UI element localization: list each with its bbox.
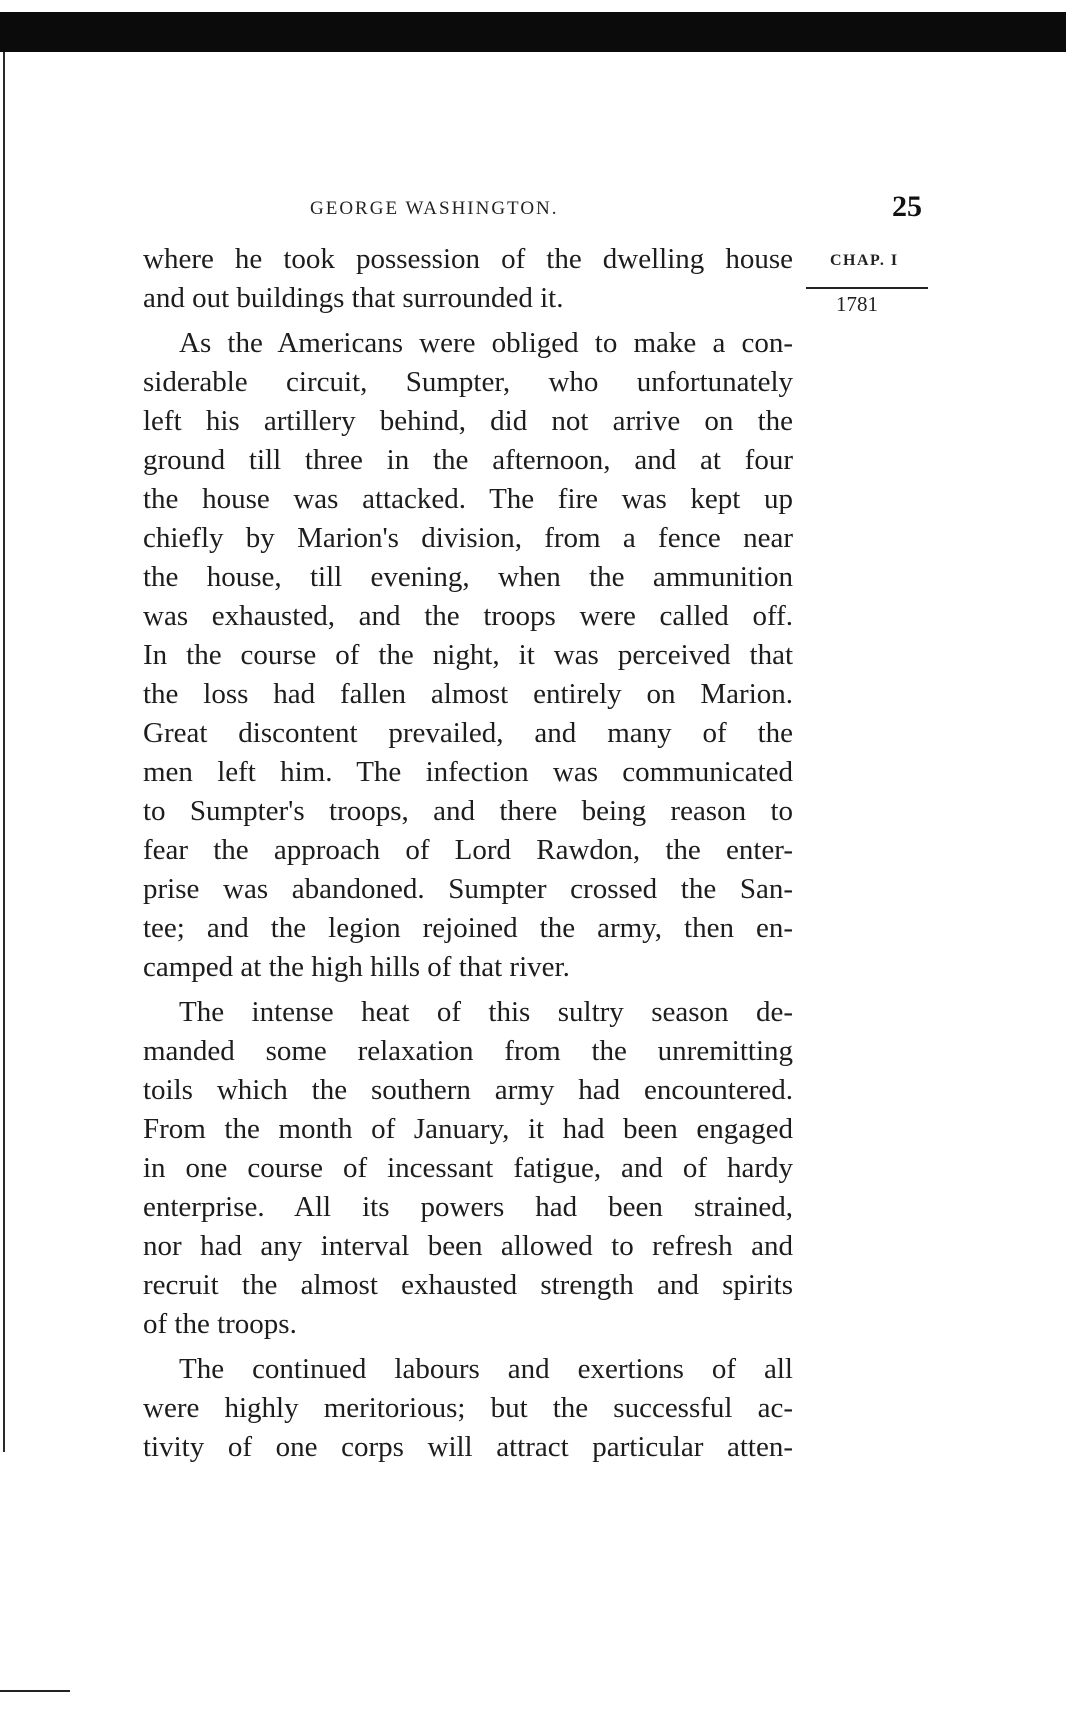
text-line: Great discontent prevailed, and many of the <box>143 717 793 749</box>
text-line: ground till three in the afternoon, and at four <box>143 444 793 476</box>
text-line: toils which the southern army had encountered. <box>143 1074 793 1106</box>
text-line: the house, till evening, when the ammunition <box>143 561 793 593</box>
text-line: As the Americans were obliged to make a con- <box>179 327 793 359</box>
paragraph <box>143 993 793 1344</box>
page-number: 25 <box>892 190 922 223</box>
paragraph <box>143 1350 793 1467</box>
paragraph <box>143 240 793 318</box>
text-line: chiefly by Marion's division, from a fence near <box>143 522 793 554</box>
margin-rule <box>806 287 928 289</box>
text-line: tivity of one corps will attract particular atten- <box>143 1431 793 1463</box>
text-line: From the month of January, it had been engaged <box>143 1113 793 1145</box>
margin-year: 1781 <box>836 292 878 316</box>
text-line: manded some relaxation from the unremitting <box>143 1035 793 1067</box>
text-line: fear the approach of Lord Rawdon, the enter- <box>143 834 793 866</box>
text-line: prise was abandoned. Sumpter crossed the San- <box>143 873 793 905</box>
margin-chapter-label: CHAP. I <box>830 252 899 269</box>
text-line: tee; and the legion rejoined the army, then en- <box>143 912 793 944</box>
text-line: enterprise. All its powers had been strained, <box>143 1191 793 1223</box>
text-line: The continued labours and exertions of all <box>179 1353 793 1385</box>
text-line: siderable circuit, Sumpter, who unfortunately <box>143 366 793 398</box>
scan-left-edge <box>3 52 5 1452</box>
text-line: men left him. The infection was communicated <box>143 756 793 788</box>
text-line: left his artillery behind, did not arrive on the <box>143 405 793 437</box>
scan-top-border <box>0 12 1066 52</box>
paragraph <box>143 324 793 987</box>
text-line: where he took possession of the dwelling house <box>143 243 793 275</box>
text-line: and out buildings that surrounded it. <box>143 282 564 314</box>
text-line: were highly meritorious; but the successful ac- <box>143 1392 793 1424</box>
text-line: the house was attacked. The fire was kept up <box>143 483 793 515</box>
running-title: GEORGE WASHINGTON. <box>310 198 559 219</box>
text-line: the loss had fallen almost entirely on Marion. <box>143 678 793 710</box>
scan-bottom-mark <box>0 1690 70 1692</box>
text-line: in one course of incessant fatigue, and of hardy <box>143 1152 793 1184</box>
text-line: nor had any interval been allowed to refresh and <box>143 1230 793 1262</box>
body-text <box>143 240 793 1473</box>
text-line: of the troops. <box>143 1308 297 1340</box>
text-line: The intense heat of this sultry season de- <box>179 996 793 1028</box>
text-line: to Sumpter's troops, and there being reason to <box>143 795 793 827</box>
text-line: was exhausted, and the troops were called off. <box>143 600 793 632</box>
text-line: recruit the almost exhausted strength and spirits <box>143 1269 793 1301</box>
text-line: camped at the high hills of that river. <box>143 951 570 983</box>
text-line: In the course of the night, it was perceived that <box>143 639 793 671</box>
